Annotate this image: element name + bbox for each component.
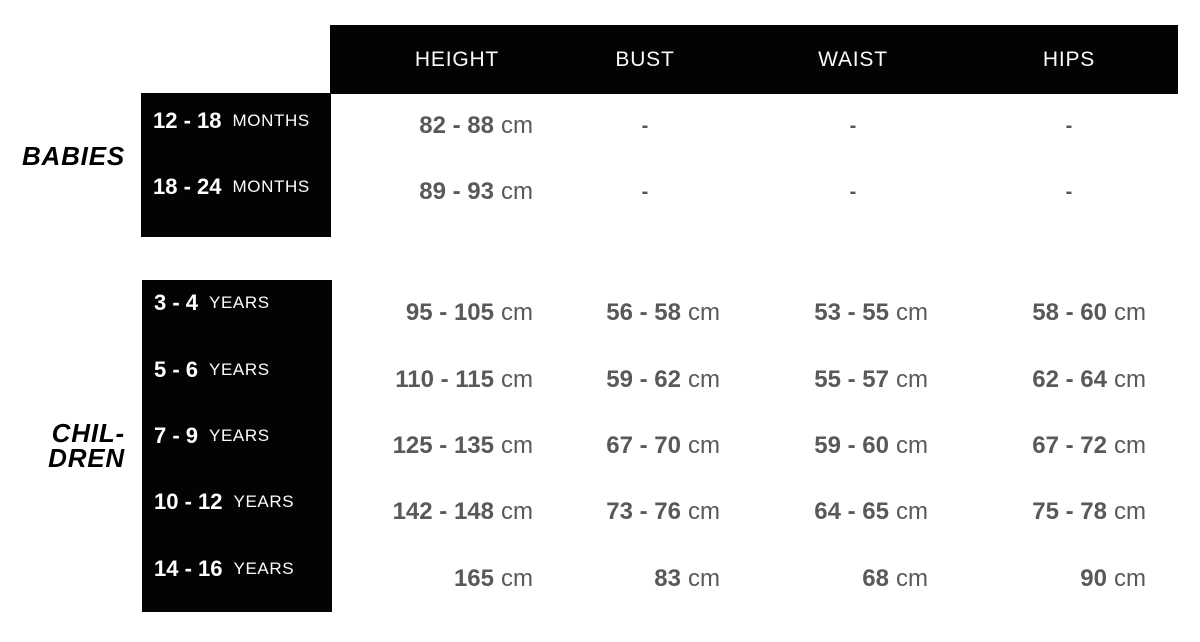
measurement-unit: cm <box>501 112 533 139</box>
column-header-waist: WAIST <box>818 47 888 71</box>
cell-height <box>330 280 565 346</box>
measurement-range: 55 - 57 <box>814 365 889 393</box>
cell-bust <box>565 546 752 612</box>
measurement-header-row <box>330 25 1178 94</box>
measurement-unit: cm <box>1114 299 1146 327</box>
measurement-unit: cm <box>1114 564 1146 592</box>
measurement-range: 53 - 55 <box>814 299 889 327</box>
measurement-unit: cm <box>896 299 928 327</box>
measurement-unit: cm <box>688 498 720 526</box>
age-row <box>142 403 332 469</box>
measurement-range: 125 - 135 <box>392 431 494 459</box>
cell-bust-empty: - <box>641 180 649 203</box>
cell-waist-empty: - <box>849 114 857 137</box>
measurement-range: 62 - 64 <box>1032 365 1107 393</box>
measurement-range: 59 - 60 <box>814 431 889 459</box>
cell-waist <box>752 546 960 612</box>
cell-hips-empty: - <box>1065 114 1073 137</box>
measurement-unit: cm <box>1114 431 1146 459</box>
age-unit: YEARS <box>233 492 295 512</box>
age-group-box-babies <box>141 93 331 237</box>
measurement-unit: cm <box>501 299 533 327</box>
age-row <box>142 536 332 602</box>
age-row <box>142 336 332 402</box>
measurement-range: 82 - 88 <box>419 112 494 139</box>
cell-hips <box>960 280 1178 346</box>
measurement-range: 110 - 115 <box>395 365 494 393</box>
measurement-unit: cm <box>1114 365 1146 393</box>
measurement-range: 165 <box>453 564 494 592</box>
age-group-box-children <box>142 280 332 612</box>
babies-data-rows <box>330 93 1178 237</box>
age-range: 18 - 24 <box>153 174 222 199</box>
cell-waist <box>752 280 960 346</box>
table-row <box>330 546 1178 612</box>
measurement-range: 73 - 76 <box>606 498 681 526</box>
measurement-range: 67 - 72 <box>1032 431 1107 459</box>
age-range: 7 - 9 <box>154 422 199 448</box>
age-unit: MONTHS <box>232 111 310 130</box>
age-unit: YEARS <box>233 558 295 578</box>
table-row <box>330 159 1178 225</box>
measurement-unit: cm <box>896 365 928 393</box>
cell-waist-empty: - <box>849 180 857 203</box>
measurement-range: 83 <box>654 564 681 592</box>
measurement-range: 67 - 70 <box>606 431 681 459</box>
age-row <box>141 154 331 220</box>
measurement-range: 89 - 93 <box>419 178 494 205</box>
measurement-unit: cm <box>501 498 533 526</box>
cell-waist <box>752 346 960 412</box>
cell-bust-empty: - <box>641 114 649 137</box>
table-row <box>330 346 1178 412</box>
age-unit: YEARS <box>209 425 270 445</box>
measurement-unit: cm <box>896 498 928 526</box>
measurement-range: 56 - 58 <box>606 299 681 327</box>
age-row <box>142 270 332 336</box>
cell-height <box>330 413 565 479</box>
measurement-unit: cm <box>688 299 720 327</box>
measurement-unit: cm <box>688 564 720 592</box>
cell-height <box>330 93 565 159</box>
cell-height <box>330 346 565 412</box>
measurement-unit: cm <box>501 431 533 459</box>
children-data-rows <box>330 280 1178 612</box>
measurement-range: 59 - 62 <box>606 365 681 393</box>
cell-hips <box>960 479 1178 545</box>
cell-bust <box>565 413 752 479</box>
group-label-text-line1: CHIL- <box>51 418 125 449</box>
cell-height <box>330 159 565 225</box>
measurement-range: 68 <box>862 564 889 592</box>
measurement-range: 95 - 105 <box>405 299 494 327</box>
table-row <box>330 413 1178 479</box>
measurement-unit: cm <box>501 564 533 592</box>
age-range: 14 - 16 <box>154 555 223 581</box>
age-range: 3 - 4 <box>154 290 199 316</box>
measurement-unit: cm <box>896 564 928 592</box>
column-header-bust: BUST <box>615 47 675 71</box>
age-range: 10 - 12 <box>154 489 223 515</box>
cell-hips <box>960 413 1178 479</box>
age-unit: MONTHS <box>232 177 310 196</box>
measurement-unit: cm <box>688 365 720 393</box>
age-unit: YEARS <box>209 293 270 313</box>
measurement-range: 64 - 65 <box>814 498 889 526</box>
group-label-text-line2: DREN <box>48 443 125 473</box>
age-row <box>142 469 332 535</box>
measurement-unit: cm <box>501 178 533 205</box>
cell-bust <box>565 280 752 346</box>
column-header-hips: HIPS <box>1042 47 1096 71</box>
measurement-range: 90 <box>1080 564 1107 592</box>
age-range: 5 - 6 <box>154 356 199 382</box>
column-header-height: HEIGHT <box>414 47 500 71</box>
measurement-unit: cm <box>1114 498 1146 526</box>
cell-height <box>330 479 565 545</box>
table-row <box>330 479 1178 545</box>
table-row <box>330 93 1178 159</box>
measurement-unit: cm <box>688 431 720 459</box>
cell-bust <box>565 479 752 545</box>
cell-waist <box>752 413 960 479</box>
group-label-text: BABIES <box>21 140 125 171</box>
cell-height <box>330 546 565 612</box>
cell-waist <box>752 479 960 545</box>
measurement-range: 75 - 78 <box>1032 498 1107 526</box>
cell-hips-empty: - <box>1065 180 1073 203</box>
measurement-range: 58 - 60 <box>1032 299 1107 327</box>
age-row <box>141 88 331 154</box>
age-unit: YEARS <box>209 359 270 379</box>
cell-bust <box>565 346 752 412</box>
measurement-unit: cm <box>896 431 928 459</box>
table-row <box>330 280 1178 346</box>
group-label-children <box>0 280 125 612</box>
measurement-range: 142 - 148 <box>392 498 494 526</box>
cell-hips <box>960 546 1178 612</box>
measurement-unit: cm <box>501 365 533 393</box>
age-range: 12 - 18 <box>153 108 222 133</box>
group-label-babies <box>0 84 125 228</box>
cell-hips <box>960 346 1178 412</box>
